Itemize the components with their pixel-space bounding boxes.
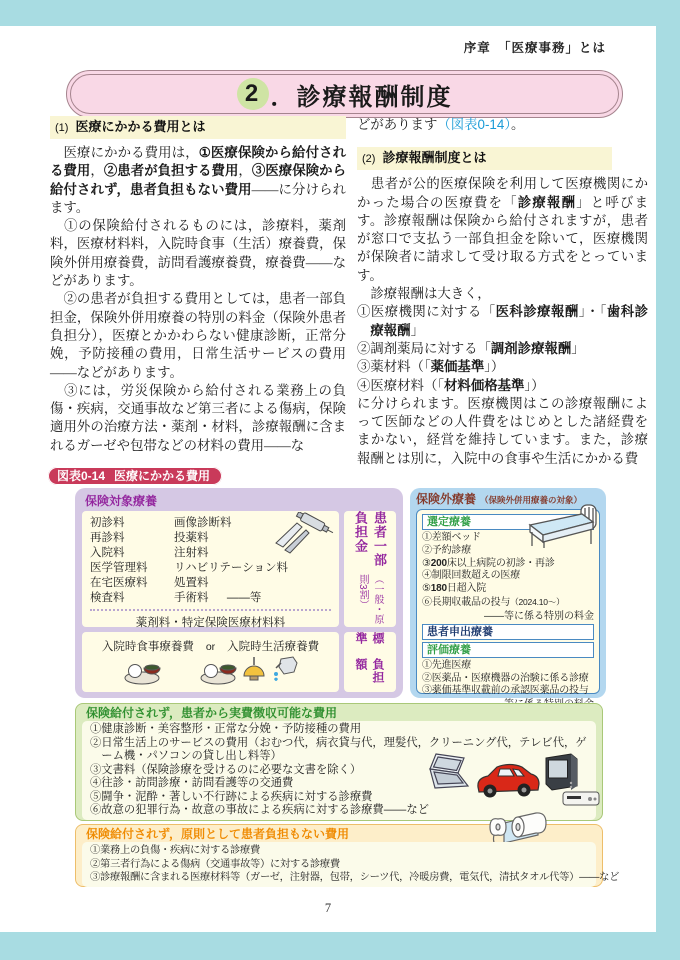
fee-column-1 — [90, 516, 164, 606]
paragraph: ①の保険給付されるものには，診療料，薬剤料，医療材料料，入院時食事（生活）療養費，保険外併用療養費，訪問看護療養費，療養費——などがあります。 — [50, 218, 346, 289]
left-column — [50, 116, 346, 455]
uninsured-care-note: （保険外併用療養の対象） — [480, 495, 583, 505]
uninsured-care-list-box — [416, 509, 600, 697]
meal-benefit-line: 入院時食事療養費 or 入院時生活療養費 — [101, 641, 320, 653]
figure-number: 図表0-14 — [57, 469, 106, 483]
selfpay-cost-item: ①健康診断・美容整形・正常な分娩・予防接種の費用 — [90, 723, 362, 735]
list-item: ③薬材料（「薬価基準」） — [357, 359, 505, 375]
fee-list-box — [82, 511, 339, 627]
selective-care-item: ①差額ベッド — [422, 532, 481, 543]
scalpel-syringe-icon — [273, 512, 335, 561]
laptop-icon — [428, 752, 470, 797]
car-icon — [474, 760, 540, 805]
section-title: 医療にかかる費用とは — [75, 119, 206, 134]
meal-icons-row — [82, 655, 339, 688]
selfpay-cost-item: ②日常生活上のサービスの費用（おむつ代，病衣貸与代，理髪代，クリーニング代，テレビ代，ゲーム機・パソコンの貸し出し料等） — [90, 736, 587, 762]
paragraph: に分けられます。医療機関はこの診療報酬によって医師などの人件費をはじめとした諸経費をまかない，経営を維持しています。また，診療報酬とは別に，入院中の食事や生活にかかる費 — [357, 395, 648, 466]
meal-tray-icon — [199, 658, 237, 688]
selective-care-item: ③200床以上病院の初診・再診 — [422, 557, 555, 569]
drug-material-row: 薬剤料・特定保険医療材料料 — [90, 609, 331, 630]
section-title: 診療報酬制度とは — [382, 150, 487, 166]
fee-item: 手術料 ——等 — [174, 592, 262, 604]
copayment-label: 患者一部負担金 — [353, 511, 387, 567]
paragraph: どがあります（図表0-14）。 — [357, 117, 525, 132]
evaluated-care-item: ②医薬品・医療機器の治験に係る診療 — [422, 672, 589, 684]
selective-care-item: ②予約診療 — [422, 544, 471, 556]
list-item: ④医療材料（「材料価格基準」） — [357, 377, 545, 393]
selfpay-cost-item: ③文書料（保険診療を受けるのに必要な文書を除く） — [90, 763, 362, 776]
selective-care-item: ⑤180日超入院 — [422, 583, 487, 595]
meal-tray-icon — [123, 658, 161, 688]
insured-care-header: 保険対象療養 — [85, 494, 158, 508]
selective-care-item: ④制限回数超えの医療 — [422, 570, 520, 582]
page-number: 7 — [324, 901, 332, 915]
no-burden-costs-header: 保険給付されず，原則として患者負担もない費用 — [86, 827, 350, 841]
no-burden-cost-item: ①業務上の負傷・疾病に対する診療費 — [90, 845, 260, 856]
no-burden-cost-item: ③診療報酬に含まれる医療材料等（ガーゼ，注射器，包帯，シーツ代，冷暖房費，電気代，清拭タオル代等）——など — [90, 872, 620, 883]
page — [0, 26, 656, 932]
selfpay-costs-header: 保険給付されず，患者から実費徴収可能な費用 — [86, 706, 338, 720]
standard-burden-label: 負担額 — [354, 657, 385, 684]
section-number: (1) — [55, 122, 69, 134]
title-number-highlight — [237, 78, 269, 110]
list-item: ①医療機関に対する「医科診療報酬」・「歯科診療報酬」 — [357, 304, 649, 338]
section-heading-1 — [50, 116, 346, 139]
chapter-title-banner — [66, 70, 623, 118]
uninsured-care-title: 保険外療養 — [416, 492, 477, 506]
game-console-icon — [562, 788, 602, 815]
insured-care-grid — [82, 511, 396, 692]
evaluated-care-item: ③薬価基準収載前の承認医薬品の投与 — [422, 685, 589, 697]
standard-burden-label: 標準 — [354, 632, 385, 645]
chapter-title — [70, 74, 619, 114]
paragraph: ②の患者が負担する費用としては，患者一部負担金，保険外併用療養の特別の料金（保険外患者負担分），医療とかかわらない健康診断，正常分娩，予防接種の費用，日常生活サービスの費用——などがあります。 — [50, 291, 346, 380]
selfpay-cost-item: ④往診・訪問診療・訪問看護等の交通費 — [90, 777, 294, 789]
fee-item: 画像診断料 — [174, 517, 232, 529]
paragraph: 医療にかかる費用は，①医療保険から給付される費用，②患者が負担する費用，③医療保険から給付されず，患者負担もない費用——に分けられます。 — [50, 145, 347, 215]
special-fee-note: ——等に係る特別の料金 — [484, 610, 594, 622]
standard-burden-label-box — [344, 632, 396, 692]
ceiling-lamp-icon — [241, 657, 267, 688]
pouring-water-icon — [271, 655, 299, 688]
selfpay-cost-item: ⑥故意の犯罪行為・故意の事故による疾病に対する診療費——など — [90, 804, 429, 816]
selective-care-item: ⑥長期収載品の投与（2024.10～） — [422, 596, 565, 608]
no-burden-cost-item: ②第三者行為による傷病（交通事故等）に対する診療費 — [90, 858, 340, 870]
no-burden-costs-panel — [75, 824, 620, 887]
section-heading-2 — [357, 147, 612, 170]
selfpay-cost-item: ⑤闘争・泥酔・著しい不行跡による疾病に対する診療費 — [90, 790, 373, 803]
uninsured-care-panel — [410, 488, 606, 698]
fee-item: 医学管理料 — [90, 562, 148, 574]
fee-item: 入院料 — [90, 547, 125, 559]
right-column — [357, 116, 648, 468]
paragraph: 診療報酬は大きく， — [357, 286, 491, 302]
fee-item: 投薬料 — [174, 532, 209, 544]
copayment-label-box — [344, 511, 396, 627]
evaluated-care-label: 評価療養 — [422, 642, 594, 658]
title-text: ．診療報酬制度 — [270, 83, 453, 111]
fee-item: 初診料 — [90, 517, 125, 529]
no-burden-costs-list — [82, 842, 620, 887]
paragraph: ③には，労災保険から給付される業務上の負傷・疾病，交通事故など第三者による傷病，保険適用外の治療方法・薬剤・材料，診療報酬に含まれるガーゼや包帯などの材料の費用——な — [50, 382, 346, 453]
title-number: 2 — [244, 80, 261, 107]
patient-requested-care-label: 患者申出療養 — [422, 624, 594, 640]
evaluated-care-item: ①先進医療 — [422, 659, 471, 671]
selfpay-costs-panel — [75, 703, 603, 821]
fee-item: 処置料 — [174, 577, 209, 589]
meal-benefit-box — [82, 632, 339, 692]
running-header: 序章 「医療事務」とは — [463, 41, 606, 55]
copayment-note: （一般・原則3割） — [357, 574, 383, 625]
fee-item: 再診料 — [90, 532, 125, 544]
figure-title: 医療にかかる費用 — [114, 469, 211, 483]
fee-column-2 — [174, 516, 288, 606]
numbered-list — [357, 303, 648, 394]
hospital-bed-icon — [527, 504, 599, 555]
section-number: (2) — [362, 153, 376, 166]
fee-item: リハビリテーション料 — [174, 562, 288, 574]
fee-item: 注射料 — [174, 547, 209, 559]
fee-item: 検査料 — [90, 592, 125, 604]
figure-caption-badge — [48, 467, 222, 485]
evaluated-care-list — [422, 660, 594, 698]
list-item: ②調剤薬局に対する「調剤診療報酬」 — [357, 340, 585, 356]
paragraph: 患者が公的医療保険を利用して医療機関にかかった場合の医療費を「診療報酬」と呼びます。診療報酬は保険から給付されますが，患者が窓口で支払う一部負担金を除いて，医療機関が保険者に請求して受け取る方式をとっています。 — [357, 176, 649, 283]
fee-item: 在宅医療料 — [90, 577, 148, 589]
insured-care-panel — [75, 488, 403, 698]
selective-care-label: 選定療養 — [422, 514, 594, 530]
